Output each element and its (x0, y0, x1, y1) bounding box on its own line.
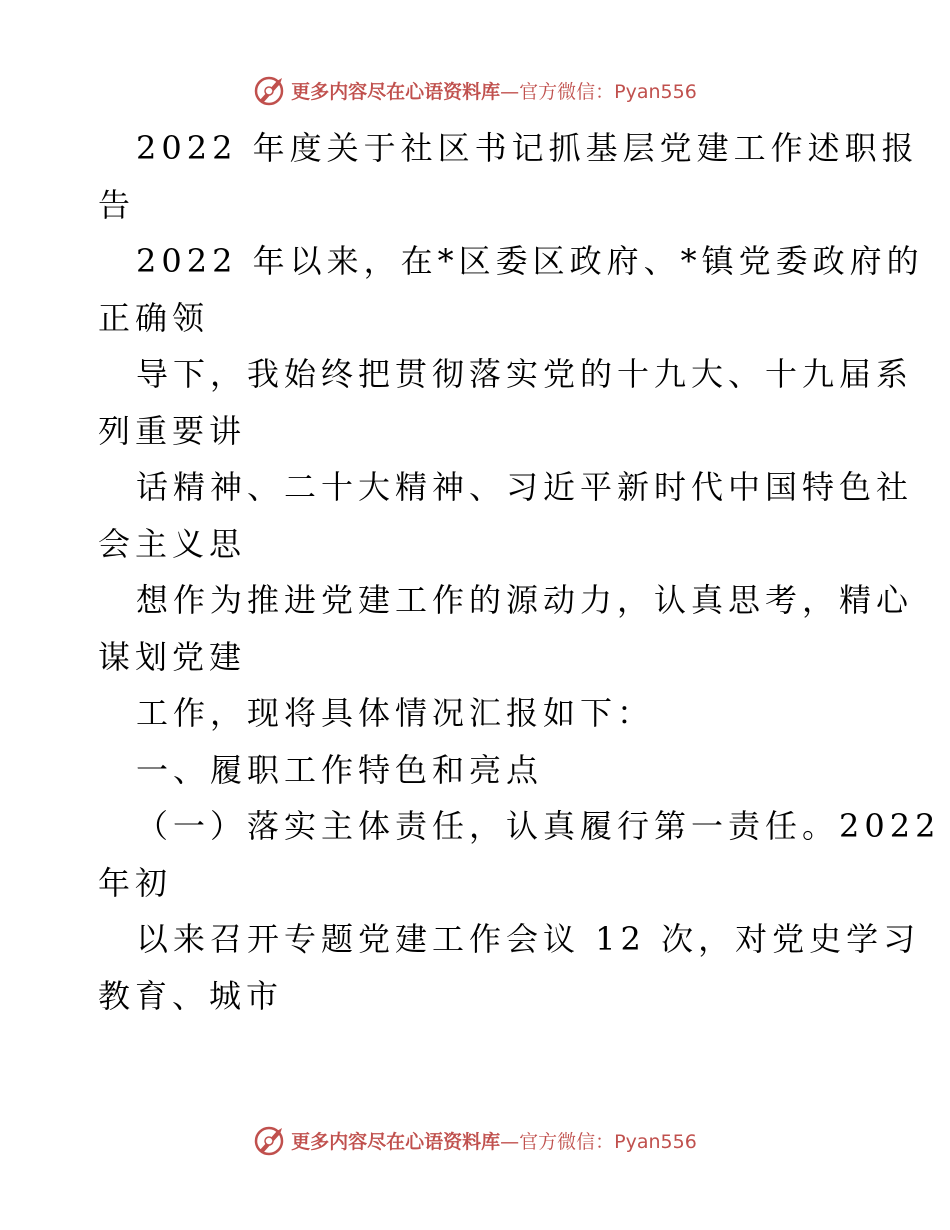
text-line: 想作为推进党建工作的源动力，认真思考，精心 (136, 581, 914, 619)
text-line: 以来召开专题党建工作会议 12 次，对党史学习 (136, 920, 921, 958)
pen-logo-icon (253, 1123, 287, 1157)
pen-logo-icon (253, 73, 287, 107)
text-line: 导下，我始终把贯彻落实党的十九大、十九届系 (136, 355, 914, 393)
watermark-wechat: 官方微信：Pyan556 (519, 1130, 697, 1153)
text-line: 列重要讲 (98, 411, 247, 450)
watermark-wechat: 官方微信：Pyan556 (519, 80, 697, 103)
watermark-text (291, 1127, 697, 1154)
text-line: 教育、城市 (98, 976, 284, 1015)
text-line: 告 (98, 185, 136, 224)
text-line: 2022 年以来，在*区委区政府、*镇党委政府的 (136, 242, 924, 280)
text-line: 正确领 (98, 298, 210, 337)
text-line: （一）落实主体责任，认真履行第一责任。2022 (136, 807, 941, 845)
text-line: 工作，现将具体情况汇报如下： (136, 694, 655, 732)
text-line: 2022 年度关于社区书记抓基层党建工作述职报 (136, 129, 919, 167)
header-watermark (0, 70, 950, 110)
document-body (98, 120, 941, 1024)
text-line: 年初 (98, 863, 173, 902)
text-line: 话精神、二十大精神、习近平新时代中国特色社 (136, 468, 914, 506)
watermark-text (291, 77, 697, 104)
watermark-brand: 更多内容尽在心语资料库 (291, 80, 501, 103)
watermark-dash: — (500, 1130, 520, 1153)
text-line: 谋划党建 (98, 637, 247, 676)
footer-watermark (0, 1120, 950, 1160)
watermark-brand: 更多内容尽在心语资料库 (291, 1130, 501, 1153)
watermark-dash: — (500, 80, 520, 103)
text-line: 一、履职工作特色和亮点 (136, 750, 544, 789)
text-line: 会主义思 (98, 524, 247, 563)
